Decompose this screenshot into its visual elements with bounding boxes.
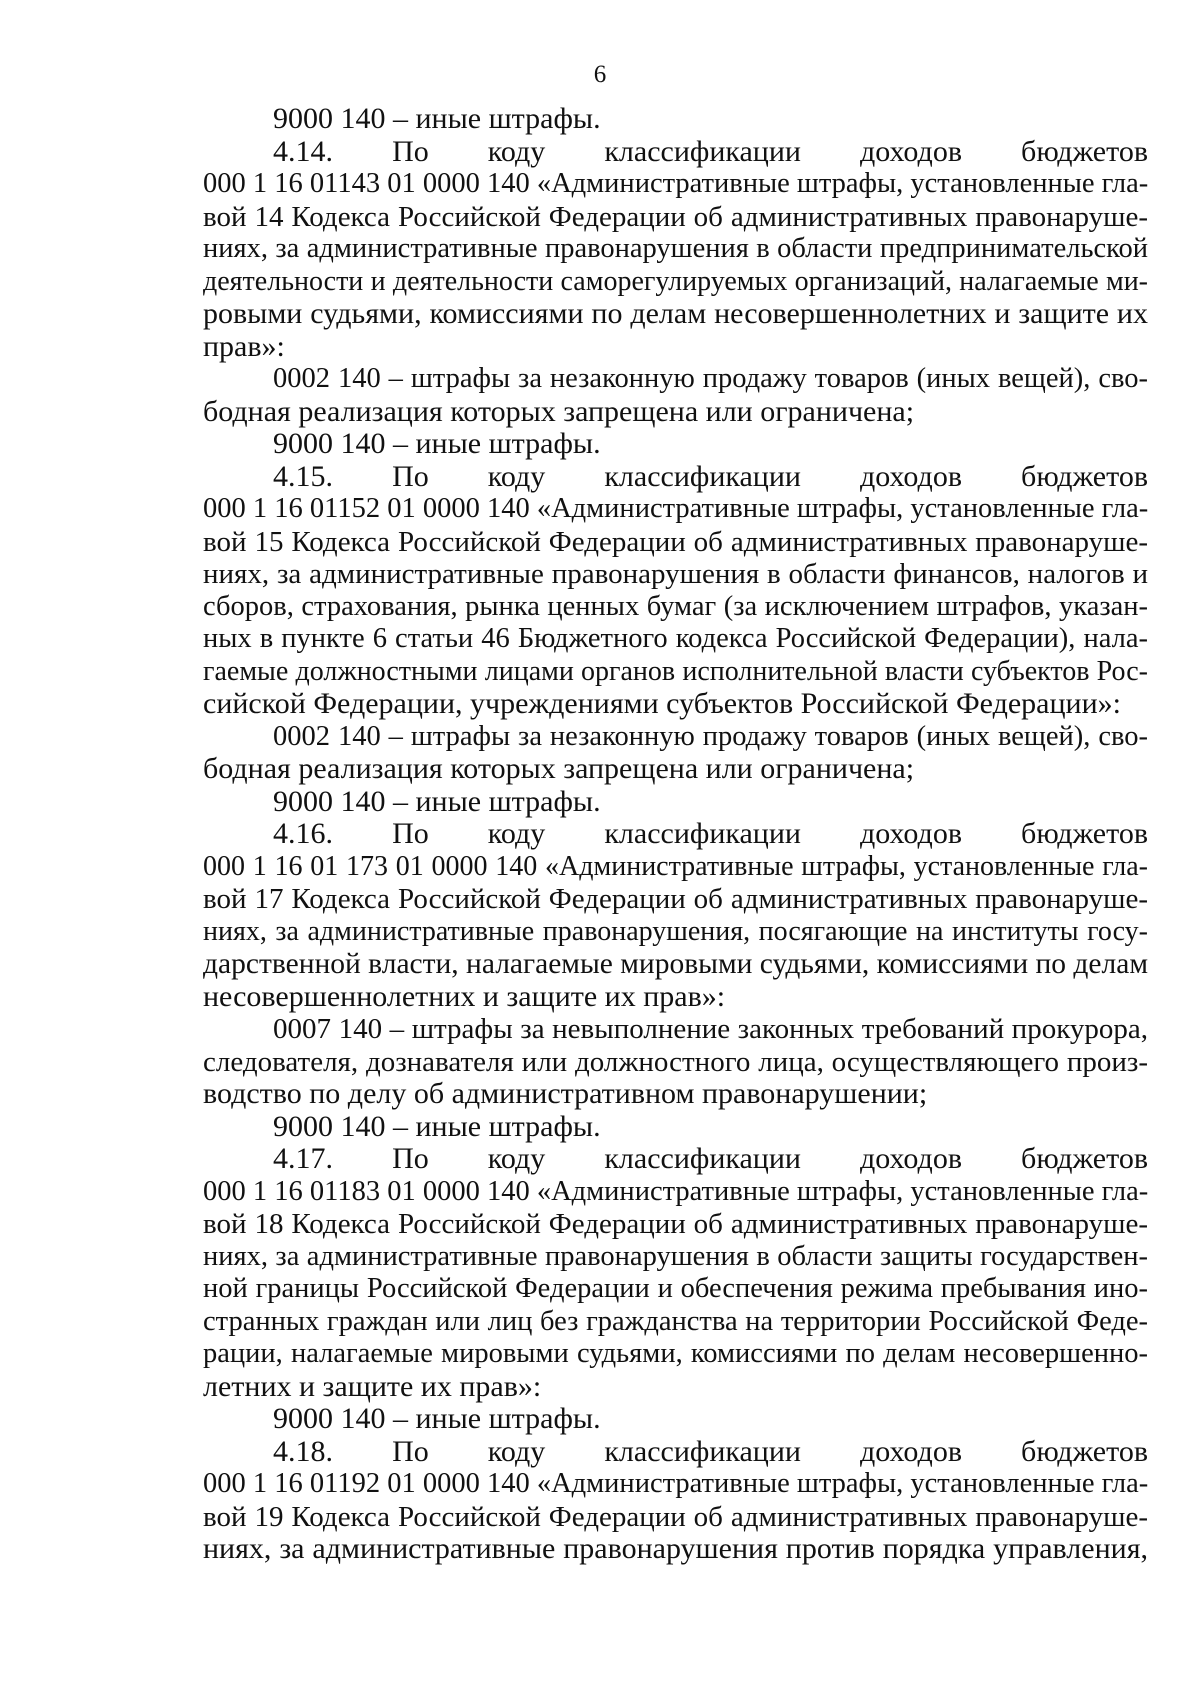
- text-line: следователя, дознавателя или должностного лица, осуществляющего произ-: [203, 1045, 1148, 1078]
- text-line: ниях, за административные правонарушения, посягающие на институты госу-: [203, 915, 1148, 947]
- text-line: 4.14. По коду классификации доходов бюджетов: [273, 134, 1148, 168]
- text-line: вой 15 Кодекса Российской Федерации об административных правонаруше-: [203, 525, 1148, 558]
- text-line: вой 18 Кодекса Российской Федерации об административных правонаруше-: [203, 1208, 1148, 1240]
- text-line: 9000 140 – иные штрафы.: [273, 102, 601, 135]
- text-line: водство по делу об административном правонарушении;: [203, 1077, 928, 1110]
- text-line: ниях, за административные правонарушения в области предпринимательской: [203, 233, 1148, 264]
- text-line: бодная реализация которых запрещена или ограничена;: [203, 394, 915, 428]
- text-line: рации, налагаемые мировыми судьями, комиссиями по делам несовершенно-: [203, 1338, 1148, 1369]
- text-line: летних и защите их прав»:: [203, 1369, 542, 1403]
- text-line: ной границы Российской Федерации и обеспечения режима пребывания ино-: [203, 1273, 1148, 1304]
- text-line: ных в пункте 6 статьи 46 Бюджетного кодекса Российской Федерации), нала-: [203, 623, 1148, 654]
- text-line: 9000 140 – иные штрафы.: [273, 1402, 601, 1435]
- text-line: 0007 140 – штрафы за невыполнение законных требований прокурора,: [273, 1013, 1148, 1045]
- text-line: деятельности и деятельности саморегулируемых организаций, налагаемые ми-: [203, 265, 1148, 297]
- text-line: дарственной власти, налагаемые мировыми судьями, комиссиями по делам: [203, 948, 1148, 980]
- text-line: вой 14 Кодекса Российской Федерации об административных правонаруше-: [203, 200, 1148, 233]
- text-line: странных граждан или лиц без гражданства на территории Российской Феде-: [203, 1305, 1148, 1337]
- text-line: 4.15. По коду классификации доходов бюджетов: [273, 459, 1148, 493]
- text-line: 4.17. По коду классификации доходов бюджетов: [273, 1142, 1148, 1175]
- text-line: ниях, за административные правонарушения в области защиты государствен-: [203, 1240, 1148, 1272]
- text-line: вой 19 Кодекса Российской Федерации об административных правонаруше-: [203, 1500, 1148, 1533]
- text-line: гаемые должностными лицами органов исполнительной власти субъектов Рос-: [203, 655, 1148, 687]
- text-line: 000 1 16 01152 01 0000 140 «Административные штрафы, установленные гла-: [203, 493, 1149, 524]
- text-line: 4.18. По коду классификации доходов бюджетов: [273, 1434, 1148, 1468]
- text-line: 9000 140 – иные штрафы.: [273, 784, 601, 818]
- text-line: сийской Федерации, учреждениями субъектов Российской Федерации»:: [203, 687, 1121, 720]
- text-line: 000 1 16 01143 01 0000 140 «Административные штрафы, установленные гла-: [203, 168, 1149, 199]
- text-line: 0002 140 – штрафы за незаконную продажу товаров (иных вещей), сво-: [273, 363, 1148, 394]
- text-line: бодная реализация которых запрещена или ограничена;: [203, 752, 915, 785]
- page-number: 6: [593, 61, 607, 88]
- text-line: 000 1 16 01183 01 0000 140 «Административные штрафы, установленные гла-: [203, 1175, 1149, 1207]
- text-line: 0002 140 – штрафы за незаконную продажу товаров (иных вещей), сво-: [273, 720, 1148, 752]
- text-line: сборов, страхования, рынка ценных бумаг (за исключением штрафов, указан-: [203, 590, 1148, 622]
- text-line: 000 1 16 01192 01 0000 140 «Административные штрафы, установленные гла-: [203, 1468, 1149, 1499]
- text-line: 9000 140 – иные штрафы.: [273, 427, 601, 460]
- text-line: вой 17 Кодекса Российской Федерации об административных правонаруше-: [203, 883, 1148, 915]
- text-line: 4.16. По коду классификации доходов бюджетов: [273, 817, 1148, 850]
- text-line: несовершеннолетних и защите их прав»:: [203, 979, 726, 1013]
- text-line: 000 1 16 01 173 01 0000 140 «Административные штрафы, установленные гла-: [203, 850, 1148, 882]
- text-line: прав»:: [203, 329, 285, 363]
- text-line: 9000 140 – иные штрафы.: [273, 1109, 601, 1143]
- text-line: ровыми судьями, комиссиями по делам несовершеннолетних и защите их: [203, 297, 1148, 330]
- text-line: ниях, за административные правонарушения в области финансов, налогов и: [203, 558, 1148, 590]
- text-line: ниях, за административные правонарушения против порядка управления,: [203, 1532, 1148, 1565]
- document-body: [203, 103, 1148, 1566]
